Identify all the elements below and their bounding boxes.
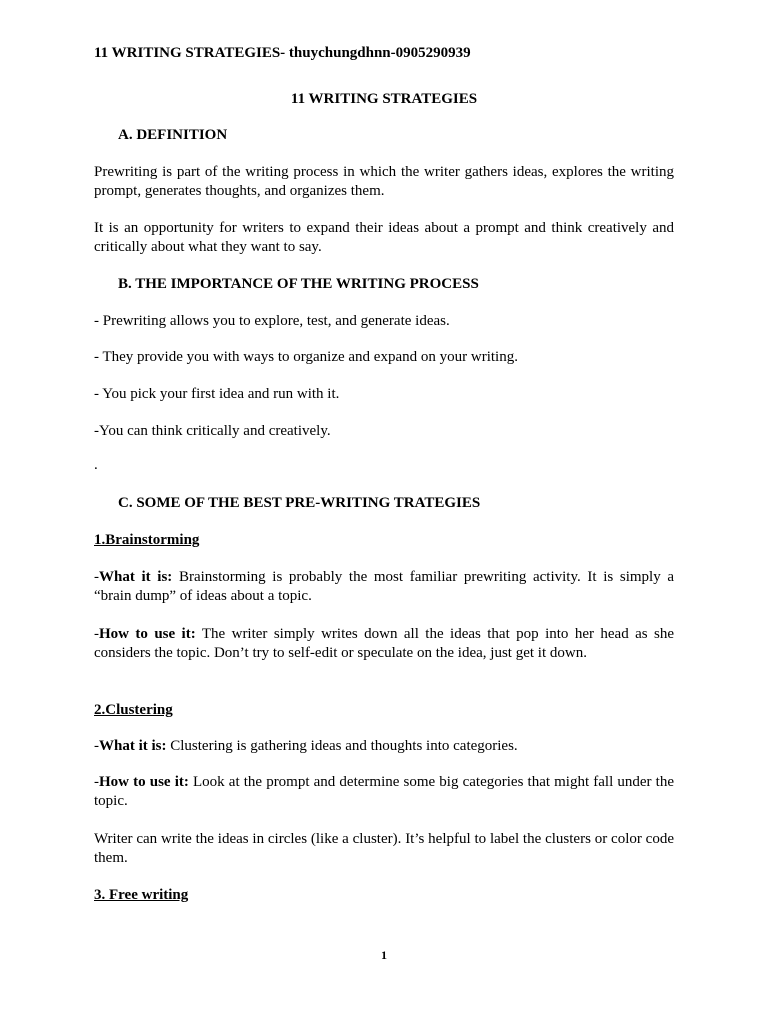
how-text: The writer simply writes down all the ideas that pop into her head as she considers the topic. Don’t try to self-edit or speculate on the idea, just get it down.	[94, 626, 675, 661]
how-label: How to use it:	[99, 774, 189, 790]
section-b-item: - They provide you with ways to organize and expand on your writing.	[94, 349, 518, 365]
what-text: Brainstorming is probably the most familiar prewriting activity. It is simply a “brain dump” of ideas about a topic.	[94, 569, 675, 604]
strategy-2-extra: Writer can write the ideas in circles (like a cluster). It’s helpful to label the clusters or color code them.	[94, 831, 674, 866]
what-text: Clustering is gathering ideas and thoughts into categories.	[170, 738, 518, 754]
what-label: What it is:	[99, 569, 173, 585]
section-b-item: - Prewriting allows you to explore, test, and generate ideas.	[94, 313, 450, 329]
strategy-2-what: -What it is: Clustering is gathering ideas and thoughts into categories.	[94, 738, 518, 754]
strategy-3-title: 3. Free writing	[94, 887, 189, 903]
section-a-paragraph-2: It is an opportunity for writers to expand their ideas about a prompt and think creatively and critically about what they want to say.	[94, 220, 674, 255]
section-b-item: - You pick your first idea and run with it.	[94, 386, 340, 402]
how-label: How to use it:	[99, 626, 196, 642]
section-c-heading: C. SOME OF THE BEST PRE-WRITING TRATEGIES	[118, 495, 481, 511]
strategy-1-how: -How to use it: The writer simply writes down all the ideas that pop into her head as she considers the topic. Don’t try to self-edit or speculate on the idea, just get it down.	[94, 626, 675, 661]
section-a-heading: A. DEFINITION	[118, 127, 228, 143]
section-a-paragraph-1: Prewriting is part of the writing process in which the writer gathers ideas, explores the writing prompt, generates thoughts, and organizes them.	[94, 164, 674, 199]
section-b-item: -You can think critically and creatively.	[94, 423, 331, 439]
strategy-1-title: 1.Brainstorming	[94, 532, 200, 548]
strategy-2-how: -How to use it: Look at the prompt and determine some big categories that might fall under the topic.	[94, 774, 674, 809]
section-b-heading: B. THE IMPORTANCE OF THE WRITING PROCESS	[118, 276, 479, 292]
document-title: 11 WRITING STRATEGIES	[290, 91, 478, 107]
how-text: Look at the prompt and determine some big categories that might fall under the topic.	[94, 774, 674, 809]
page-number: 1	[381, 948, 387, 962]
document-header: 11 WRITING STRATEGIES- thuychungdhnn-0905290939	[94, 45, 471, 61]
strategy-1-what: -What it is: Brainstorming is probably the most familiar prewriting activity. It is simply a “brain dump” of ideas about a topic.	[94, 569, 675, 604]
what-label: What it is:	[99, 738, 167, 754]
strategy-2-title: 2.Clustering	[94, 702, 173, 718]
section-b-item: .	[94, 457, 98, 473]
